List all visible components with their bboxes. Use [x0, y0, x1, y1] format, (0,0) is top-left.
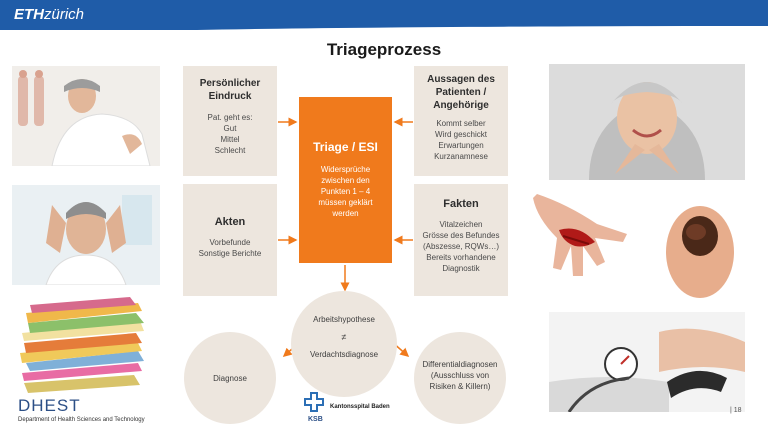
box-heading: Persönlicher Eindruck	[199, 78, 261, 102]
slide-title: Triageprozess	[326, 40, 442, 59]
circle-diagnose	[184, 332, 276, 424]
hypothesis-label: Arbeitshypothese	[313, 315, 375, 324]
triage-line: müssen geklärt	[318, 198, 373, 207]
box-line: Sonstige Berichte	[198, 249, 262, 258]
box-fakten	[414, 184, 508, 296]
suspected-diagnosis-label: Verdachtsdiagnose	[309, 350, 379, 359]
triage-esi-box	[299, 97, 392, 263]
triage-line: Punkten 1 – 4	[320, 187, 371, 196]
box-line: Kurzanamnese	[434, 152, 488, 161]
box-akten	[183, 184, 277, 296]
circle-differentialdiagnosen	[414, 332, 506, 424]
page-number: | 18	[730, 407, 742, 414]
ksb-cross-icon	[302, 390, 328, 416]
box-heading: Aussagen des Patienten / Angehörige	[427, 74, 495, 111]
box-line: Mittel	[220, 135, 240, 144]
box-aussagen	[414, 66, 508, 176]
box-line: Pat. geht es:	[207, 113, 253, 122]
box-line: Bereits vorhandene	[426, 253, 496, 262]
not-equal-sign: ≠	[341, 332, 347, 342]
differential-line: Risiken & Killern)	[429, 382, 491, 391]
ksb-name: Kantonsspital Baden	[330, 404, 390, 410]
ksb-logo	[302, 390, 390, 423]
dhest-wordmark: DHEST	[18, 396, 81, 415]
differential-line: Differentialdiagnosen	[422, 360, 498, 369]
box-line: (Abszesse, RQWs…)	[422, 242, 499, 251]
box-line: Gut	[223, 124, 237, 133]
box-line: Wird geschickt	[434, 130, 487, 139]
box-heading: Fakten	[443, 198, 479, 210]
diagnose-label: Diagnose	[213, 374, 247, 383]
box-line: Schlecht	[214, 146, 246, 155]
dhest-logo	[18, 396, 145, 423]
dhest-department: Department of Health Sciences and Technology	[18, 417, 145, 423]
ksb-abbr: KSB	[308, 416, 323, 423]
differential-line: (Ausschluss von	[430, 371, 490, 380]
box-line: Vitalzeichen	[439, 220, 483, 229]
box-line: Erwartungen	[438, 141, 484, 150]
box-line: Kommt selber	[436, 119, 486, 128]
eth-logo: ETHzürich	[14, 6, 85, 23]
box-heading: Akten	[214, 216, 246, 228]
circle-arbeitshypothese	[291, 291, 397, 397]
triage-line: Widersprüche	[320, 165, 371, 174]
box-persoenlicher-eindruck	[183, 66, 277, 176]
triage-heading: Triage / ESI	[313, 140, 378, 154]
triage-line: werden	[332, 209, 359, 218]
triage-line: zwischen den	[321, 176, 370, 185]
box-line: Grösse des Befundes	[422, 231, 500, 240]
box-line: Vorbefunde	[209, 238, 251, 247]
box-line: Diagnostik	[442, 264, 480, 273]
